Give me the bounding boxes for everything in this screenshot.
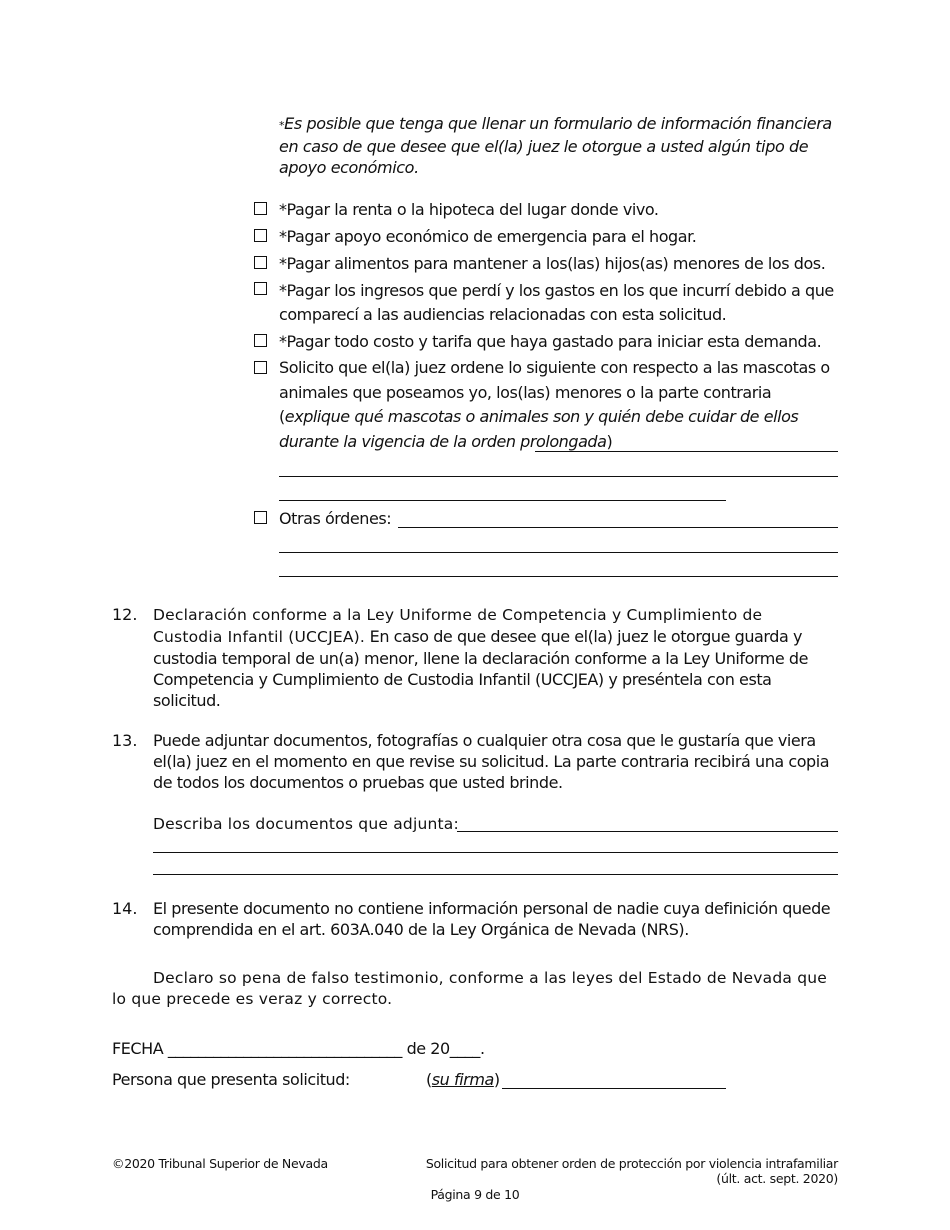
pets-answer-line-2[interactable] bbox=[279, 476, 838, 477]
checkbox-rent[interactable] bbox=[254, 202, 267, 215]
pets-answer-line-3[interactable] bbox=[279, 500, 726, 501]
item-12-text bbox=[153, 604, 833, 711]
signature-open-paren: ( bbox=[426, 1070, 432, 1089]
checkbox-label-lost-income: *Pagar los ingresos que perdí y los gastos en los que incurrí debido a que comparecí a las audiencias relacionadas con esta solicitud. bbox=[279, 281, 834, 324]
checkbox-child-support[interactable] bbox=[254, 256, 267, 269]
documents-line-2[interactable] bbox=[153, 852, 838, 853]
signature-close-paren: ) bbox=[493, 1070, 500, 1089]
footer-copyright: ©2020 Tribunal Superior de Nevada bbox=[112, 1156, 328, 1171]
documents-line-1[interactable] bbox=[457, 831, 838, 832]
checkbox-other-orders[interactable] bbox=[254, 511, 267, 524]
other-orders-label: Otras órdenes: bbox=[279, 509, 392, 528]
item-13-number: 13. bbox=[112, 731, 138, 750]
checkbox-label-child-support: *Pagar alimentos para mantener a los(las) hijos(as) menores de los dos. bbox=[279, 254, 826, 273]
declaration-text: Declaro so pena de falso testimonio, conforme a las leyes del Estado de Nevada que lo que precede es veraz y correcto. bbox=[112, 969, 828, 1008]
pets-text: Solicito que el(la) juez ordene lo siguiente con respecto a las mascotas o animales que poseamos yo, los(las) menores o la parte contraria ( bbox=[279, 358, 830, 426]
date-blank[interactable]: _______________________________ bbox=[167, 1039, 402, 1058]
item-14-number: 14. bbox=[112, 899, 138, 918]
checkbox-costs-fees[interactable] bbox=[254, 334, 267, 347]
financial-info-note bbox=[279, 113, 839, 178]
pets-answer-line-1[interactable] bbox=[535, 451, 838, 452]
signature-label: Persona que presenta solicitud: bbox=[112, 1070, 350, 1089]
checkbox-label-costs-fees: *Pagar todo costo y tarifa que haya gastado para iniciar esta demanda. bbox=[279, 332, 822, 351]
checkbox-label-emergency-support: *Pagar apoyo económico de emergencia para el hogar. bbox=[279, 227, 697, 246]
checkbox-label-rent: *Pagar la renta o la hipoteca del lugar donde vivo. bbox=[279, 200, 659, 219]
checkbox-pets[interactable] bbox=[254, 361, 267, 374]
describe-documents-label: Describa los documentos que adjunta: bbox=[153, 815, 459, 833]
signature-line[interactable] bbox=[502, 1088, 726, 1089]
note-text: Es posible que tenga que llenar un formulario de información financiera en caso de que desee que el(la) juez le otorgue a usted algún tipo de apoyo económico. bbox=[279, 114, 832, 177]
item-12-body: En caso de que desee que el(la) juez le otorgue guarda y custodia temporal de un(a) menor, llene la declaración conforme a la Ley Uniforme de Competencia y Cumplimiento de Custodia Infantil (UCCJEA) y preséntela con esta solicitud. bbox=[153, 627, 809, 710]
checkbox-emergency-support[interactable] bbox=[254, 229, 267, 242]
item-12-number: 12. bbox=[112, 605, 138, 624]
footer-revision: (últ. act. sept. 2020) bbox=[716, 1171, 838, 1186]
date-year-prefix: de 20 bbox=[406, 1039, 450, 1058]
perjury-declaration bbox=[112, 968, 840, 1010]
other-orders-line-1[interactable] bbox=[398, 527, 838, 528]
footer-form-name: Solicitud para obtener orden de protección por violencia intrafamiliar bbox=[425, 1156, 838, 1171]
date-period: . bbox=[479, 1039, 485, 1058]
item-14-text: El presente documento no contiene información personal de nadie cuya definición quede comprendida en el art. 603A.040 de la Ley Orgánica de Nevada (NRS). bbox=[153, 899, 831, 939]
item-13-text: Puede adjuntar documentos, fotografías o cualquier otra cosa que le gustaría que viera el(la) juez en el momento en que revise su solicitud. La parte contraria recibirá una copia de todos los documentos o pruebas que usted brinde. bbox=[153, 731, 830, 792]
note-asterisk: * bbox=[279, 119, 285, 132]
footer-form-title bbox=[426, 1156, 838, 1186]
item-12-heading: Declaración conforme a la Ley Uniforme de Competencia y Cumplimiento de Custodia Infantil (UCCJEA). bbox=[153, 606, 763, 646]
pets-request-text bbox=[279, 356, 837, 454]
page-number: Página 9 de 10 bbox=[430, 1187, 520, 1202]
other-orders-line-3[interactable] bbox=[279, 576, 838, 577]
pets-close-paren: ) bbox=[606, 431, 613, 451]
checkbox-lost-income[interactable] bbox=[254, 282, 267, 295]
documents-line-3[interactable] bbox=[153, 874, 838, 875]
signature-hint bbox=[426, 1069, 500, 1090]
date-line bbox=[112, 1038, 485, 1059]
date-label: FECHA bbox=[112, 1039, 164, 1058]
pets-instructions: explique qué mascotas o animales son y quién debe cuidar de ellos durante la vigencia de la orden prolongada bbox=[279, 407, 799, 451]
signature-su-firma: su firma bbox=[431, 1070, 494, 1089]
date-year-blank[interactable]: ____ bbox=[449, 1039, 480, 1058]
other-orders-line-2[interactable] bbox=[279, 552, 838, 553]
